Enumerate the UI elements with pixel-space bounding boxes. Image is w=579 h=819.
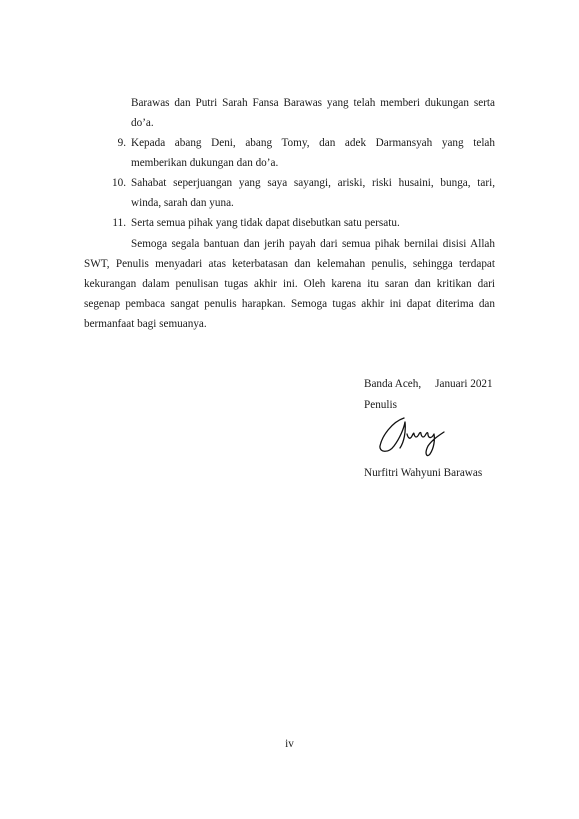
list-item-line-2: memberikan dukungan dan do’a. (131, 157, 279, 169)
list-item-line-1: Kepada abang Deni, abang Tomy, dan adek Darmansyah yang telah (131, 137, 495, 149)
author-name: Nurfitri Wahyuni Barawas (364, 467, 483, 479)
author-role: Penulis (364, 399, 397, 411)
closing-paragraph-line: segenap pembaca sangat penulis harapkan. Semoga tugas akhir ini dapat diterima dan (84, 298, 495, 310)
handwritten-signature (374, 412, 454, 458)
list-continuation-line-2: do’a. (131, 117, 154, 129)
list-item-number: 11. (112, 217, 126, 229)
closing-paragraph-line: kekurangan dalam penulisan tugas akhir ini. Oleh karena itu saran dan kritikan dari (84, 278, 495, 290)
place-date: Banda Aceh, Januari 2021 (364, 378, 493, 390)
list-item-number: 9. (117, 137, 126, 149)
page-number: iv (285, 738, 294, 750)
list-item-line-1: Serta semua pihak yang tidak dapat disebutkan satu persatu. (131, 217, 400, 229)
list-item-line-2: winda, sarah dan yuna. (131, 197, 234, 209)
closing-paragraph-line: Semoga segala bantuan dan jerih payah dari semua pihak bernilai disisi Allah (131, 238, 495, 250)
list-item-line-1: Sahabat seperjuangan yang saya sayangi, ariski, riski husaini, bunga, tari, (131, 177, 495, 189)
list-continuation-line-1: Barawas dan Putri Sarah Fansa Barawas yang telah memberi dukungan serta (131, 97, 495, 109)
closing-paragraph-line: SWT, Penulis menyadari atas keterbatasan dan kelemahan penulis, sehingga terdapat (84, 258, 495, 270)
list-item-number: 10. (112, 177, 126, 189)
closing-paragraph-line: bermanfaat bagi semuanya. (84, 318, 207, 330)
